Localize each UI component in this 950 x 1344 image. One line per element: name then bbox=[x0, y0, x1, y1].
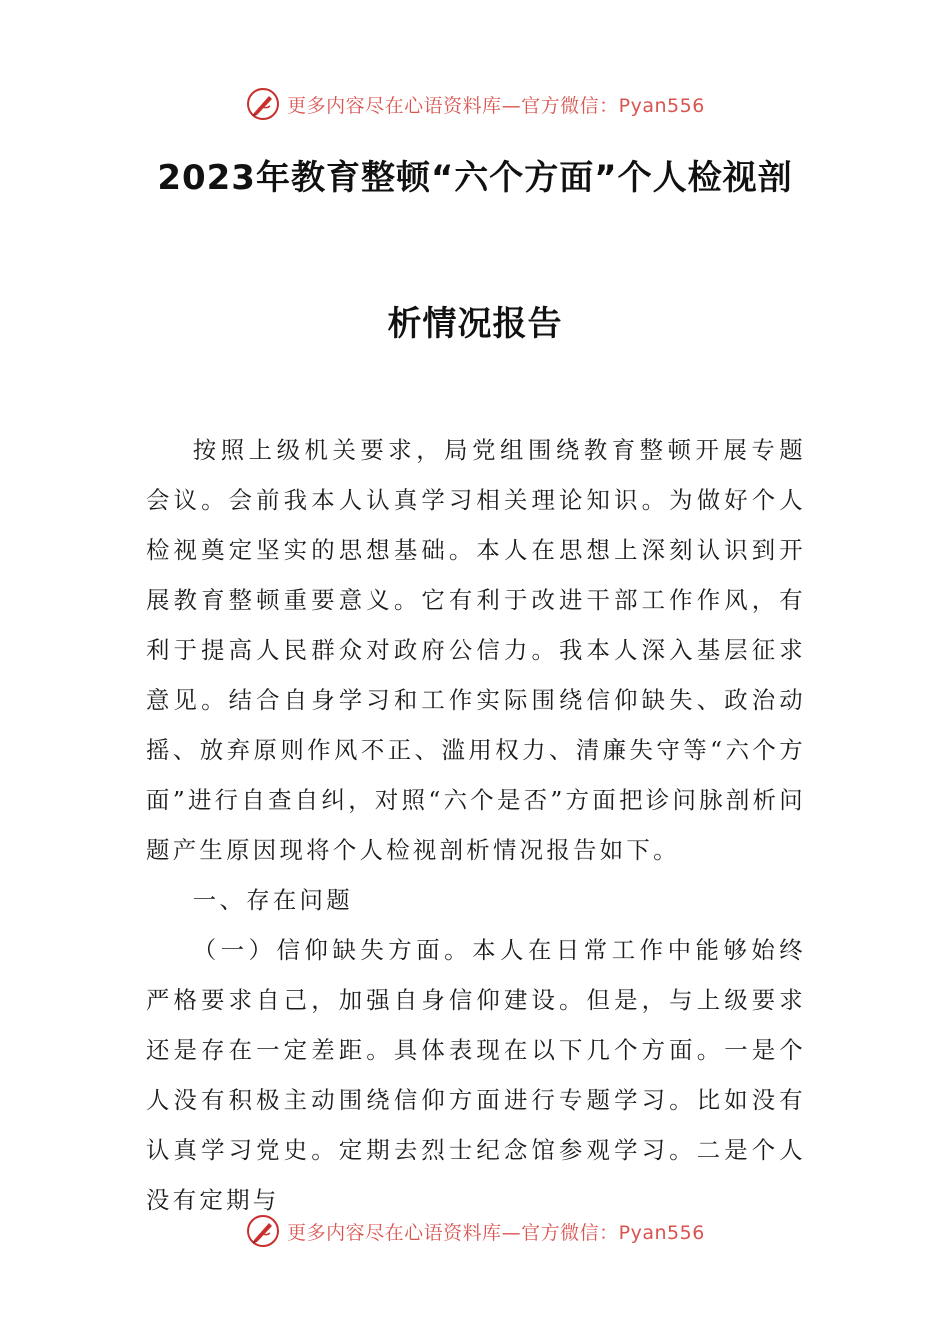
pen-circle-logo-icon bbox=[245, 86, 281, 122]
document-title-line-1: 2023年教育整顿“六个方面”个人检视剖 bbox=[157, 158, 793, 198]
watermark-footer bbox=[0, 1211, 950, 1251]
pen-circle-logo-icon bbox=[245, 1213, 281, 1249]
section-heading: 一、存在问题 bbox=[192, 886, 353, 914]
document-body bbox=[146, 425, 806, 1225]
paragraph-faith: （一）信仰缺失方面。本人在日常工作中能够始终严格要求自己，加强自身信仰建设。但是，与上级要求还是存在一定差距。具体表现在以下几个方面。一是个人没有积极主动围绕信仰方面进行专题学习。比如没有认真学习党史。定期去烈士纪念馆参观学习。二是个人没有定期与 bbox=[146, 936, 806, 1214]
watermark-text: 更多内容尽在心语资料库—官方微信：Pyan556 bbox=[287, 1221, 705, 1244]
watermark-header bbox=[0, 84, 950, 124]
paragraph-intro: 按照上级机关要求，局党组围绕教育整顿开展专题会议。会前我本人认真学习相关理论知识。为做好个人检视奠定坚实的思想基础。本人在思想上深刻认识到开展教育整顿重要意义。它有利于改进干部工作作风，有利于提高人民群众对政府公信力。我本人深入基层征求意见。结合自身学习和工作实际围绕信仰缺失、政治动摇、放弃原则作风不正、滥用权力、清廉失守等“六个方面”进行自查自纠，对照“六个是否”方面把诊问脉剖析问题产生原因现将个人检视剖析情况报告如下。 bbox=[146, 436, 806, 864]
watermark-text: 更多内容尽在心语资料库—官方微信：Pyan556 bbox=[287, 94, 705, 117]
document-title-line-2: 析情况报告 bbox=[387, 304, 563, 344]
